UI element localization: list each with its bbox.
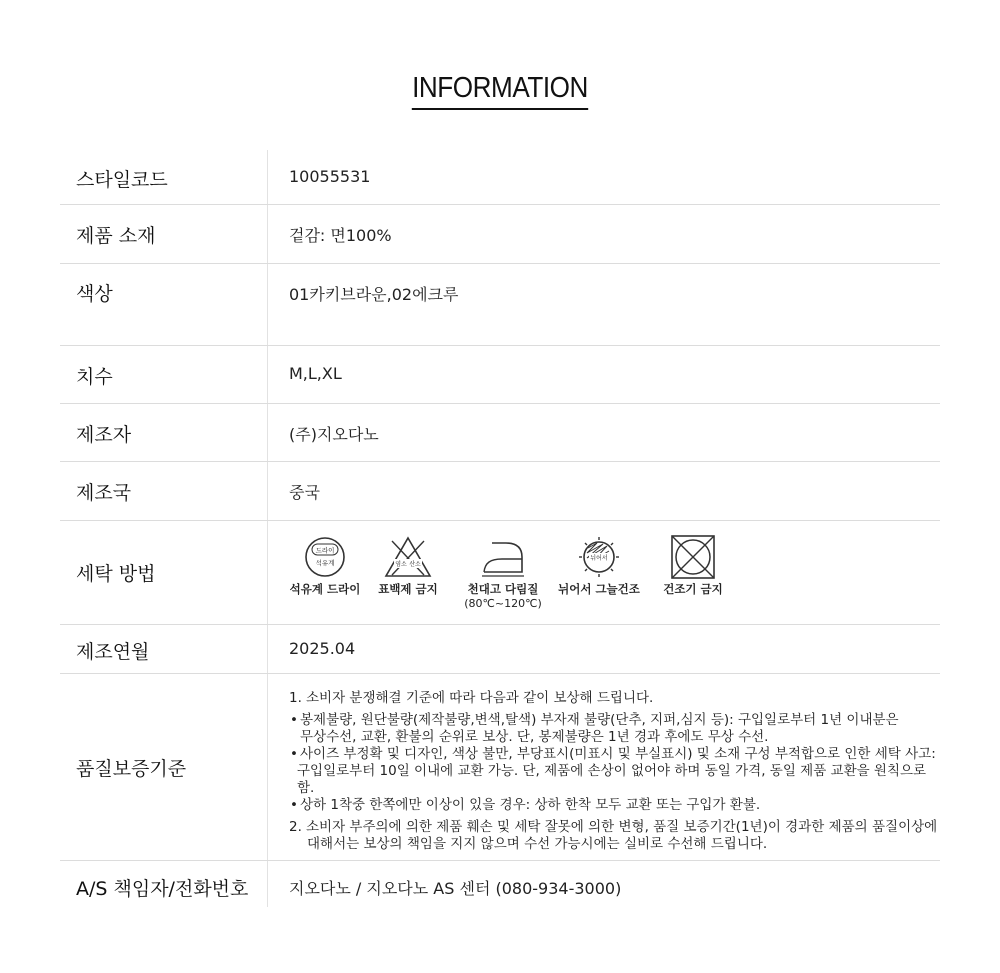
page-title: INFORMATION [50, 72, 950, 110]
svg-text:드라이: 드라이 [315, 546, 335, 555]
material-value: 겉감: 면100% [289, 226, 392, 245]
row-label: A/S 책임자/전화번호 [76, 878, 249, 900]
row-maker [60, 404, 940, 462]
iron-icon [478, 535, 528, 579]
row-size [60, 346, 940, 404]
row-label: 제품 소재 [76, 225, 156, 247]
quality-item-2: 2. 소비자 부주의에 의한 제품 훼손 및 세탁 잘못에 의한 변형, 품질 보증기간(1년)이 경과한 제품의 품질이상에 대해서는 보상의 책임을 지지 않으며 수선 가능시에는 실비로 수선해 드립니다. [289, 819, 938, 852]
row-label: 치수 [76, 366, 113, 388]
size-value: M,L,XL [289, 364, 342, 383]
care-caption: 건조기 금지 [663, 582, 723, 596]
shade-dry-item [557, 535, 641, 597]
info-table [60, 150, 940, 908]
quality-bullet-2: • 사이즈 부정확 및 디자인, 색상 불만, 부당표시(미표시 및 부실표시) 및 소재 구성 부적합으로 인한 세탁 사고: 구입일로부터 10일 이내에 교환 가능. 단, 제품에 손상이 없어야 하며 동일 가격, 동일 제품 교환을 원칙으로 함. [290, 746, 936, 796]
row-as [60, 861, 940, 908]
row-color [60, 264, 940, 346]
style-code-value: 10055531 [289, 167, 371, 186]
svg-text:산소: 산소 [409, 561, 421, 568]
row-style-code [60, 150, 940, 205]
row-label: 품질보증기준 [76, 758, 187, 780]
no-tumble-dry-icon [669, 535, 717, 579]
dry-clean-item [285, 535, 365, 597]
country-value: 중국 [289, 483, 320, 502]
row-label: 제조자 [76, 424, 132, 446]
row-label: 세탁 방법 [76, 563, 156, 585]
no-bleach-icon [384, 535, 432, 579]
row-label: 제조국 [76, 482, 132, 504]
date-value: 2025.04 [289, 639, 356, 658]
care-icons [285, 535, 745, 625]
iron-item [461, 535, 545, 611]
care-caption-temperature: (80℃~120℃) [464, 597, 542, 610]
row-label: 색상 [76, 283, 113, 305]
svg-text:뉘어서: 뉘어서 [590, 555, 608, 562]
care-caption: 석유계 드라이 [289, 582, 361, 596]
care-caption: 뉘어서 그늘건조 [558, 582, 640, 596]
color-value: 01카키브라운,02에크루 [289, 285, 459, 304]
as-value: 지오다노 / 지오다노 AS 센터 (080-934-3000) [289, 879, 622, 898]
care-caption: 천대고 다림질 [467, 582, 539, 596]
no-bleach-item [373, 535, 443, 597]
shade-dry-icon [575, 535, 623, 579]
row-material [60, 205, 940, 264]
row-date [60, 625, 940, 674]
no-tumble-dry-item [655, 535, 731, 597]
row-wash [60, 521, 940, 625]
svg-text:석유계: 석유계 [315, 559, 335, 567]
row-label: 스타일코드 [76, 169, 168, 191]
row-country [60, 462, 940, 521]
svg-text:염소: 염소 [395, 561, 407, 568]
care-caption: 표백제 금지 [378, 582, 438, 596]
quality-bullet-1: • 봉제불량, 원단불량(제작불량,변색,탈색) 부자재 불량(단추, 지퍼,심지 등): 구입일로부터 1년 이내분은 무상수선, 교환, 환불의 순위로 보상. 단, 봉제불량은 1년 경과 후에도 무상 수선. [290, 712, 899, 745]
quality-bullet-3: • 상하 1착중 한쪽에만 이상이 있을 경우: 상하 한착 모두 교환 또는 구입가 환불. [290, 797, 761, 813]
quality-text [288, 690, 938, 853]
quality-item-1: 1. 소비자 분쟁해결 기준에 따라 다음과 같이 보상해 드립니다. [289, 690, 654, 706]
row-quality [60, 674, 940, 861]
dry-clean-icon [303, 535, 347, 579]
maker-value: (주)지오다노 [289, 425, 379, 444]
row-label: 제조연월 [76, 641, 150, 663]
